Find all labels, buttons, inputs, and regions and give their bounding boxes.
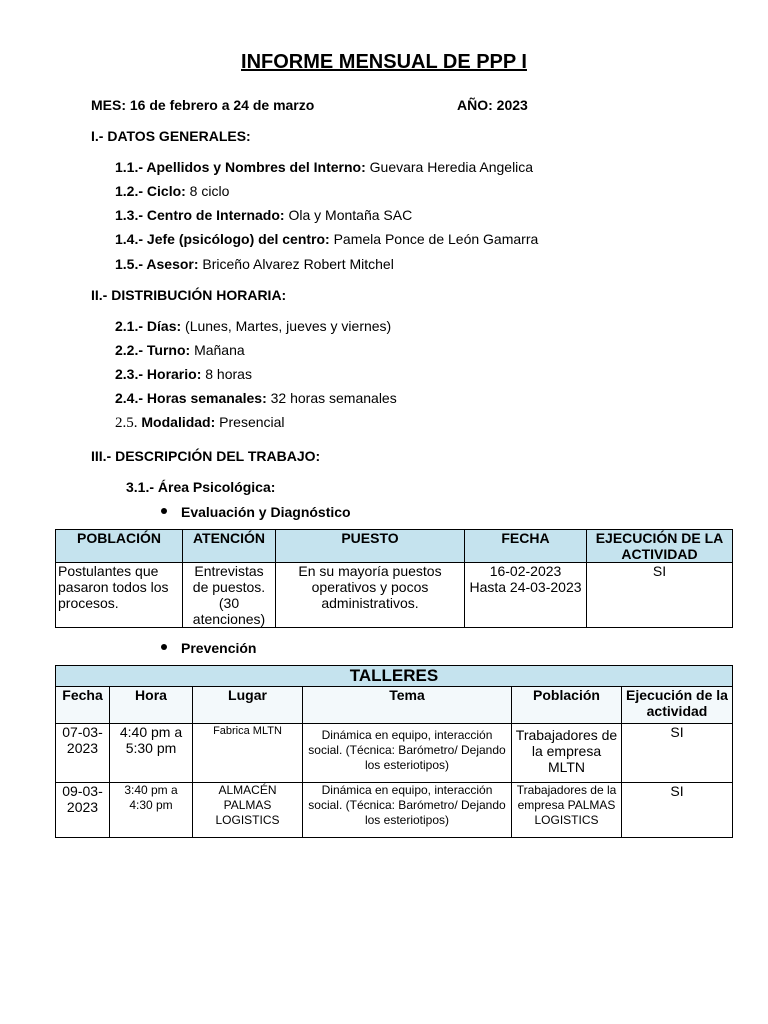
cell-hora: 4:40 pm a 5:30 pm	[110, 724, 193, 783]
cell-ejecucion: SI	[587, 563, 733, 628]
col-puesto: PUESTO	[276, 530, 465, 563]
bullet-prevencion: Prevención	[161, 640, 256, 656]
col-tema: Tema	[303, 687, 512, 724]
table-header-row	[56, 530, 733, 563]
talleres-title: TALLERES	[56, 666, 733, 687]
cell-fecha: 09-03-2023	[56, 783, 110, 838]
mes-value: 16 de febrero a 24 de marzo	[129, 97, 315, 113]
mes-line	[91, 97, 314, 113]
cell-hora: 3:40 pm a 4:30 pm	[110, 783, 193, 838]
cell-tema: Dinámica en equipo, interacción social. (Técnica: Barómetro/ Dejando los esteriotipos)	[303, 724, 512, 783]
horario-horas-semanales: 2.4.- Horas semanales: 32 horas semanales	[115, 390, 397, 406]
talleres-title-row	[56, 666, 733, 687]
bullet-icon	[161, 508, 167, 514]
table-header-row	[56, 687, 733, 724]
col-poblacion: Población	[512, 687, 622, 724]
table-row	[56, 724, 733, 783]
horario-dias: 2.1.- Días: (Lunes, Martes, jueves y viernes)	[115, 318, 392, 334]
cell-fecha: 07-03-2023	[56, 724, 110, 783]
col-hora: Hora	[110, 687, 193, 724]
talleres-table	[55, 665, 733, 838]
col-fecha: Fecha	[56, 687, 110, 724]
cell-poblacion: Trabajadores de la empresa PALMAS LOGISTICS	[512, 783, 622, 838]
area-psicologica: 3.1.- Área Psicológica:	[126, 479, 276, 495]
cell-atencion: Entrevistas de puestos. (30 atenciones)	[183, 563, 276, 628]
document-title: INFORME MENSUAL DE PPP I	[241, 51, 527, 73]
col-fecha: FECHA	[465, 530, 587, 563]
cell-tema: Dinámica en equipo, interacción social. (Técnica: Barómetro/ Dejando los esteriotipos)	[303, 783, 512, 838]
dato-jefe: 1.4.- Jefe (psicólogo) del centro: Pamela Ponce de León Gamarra	[115, 231, 539, 247]
table-row	[56, 563, 733, 628]
section-datos-generales: I.- DATOS GENERALES:	[91, 128, 251, 144]
mes-label: MES:	[91, 97, 126, 113]
cell-fecha: 16-02-2023 Hasta 24-03-2023	[465, 563, 587, 628]
col-ejecucion: EJECUCIÓN DE LA ACTIVIDAD	[587, 530, 733, 563]
dato-nombre: 1.1.- Apellidos y Nombres del Interno: Guevara Heredia Angelica	[115, 159, 534, 175]
anio-line	[457, 97, 528, 113]
cell-puesto: En su mayoría puestos operativos y pocos administrativos.	[276, 563, 465, 628]
cell-poblacion: Postulantes que pasaron todos los procesos.	[56, 563, 183, 628]
section-descripcion-trabajo: III.- DESCRIPCIÓN DEL TRABAJO:	[91, 448, 321, 464]
anio-value: 2023	[496, 97, 528, 113]
dato-centro: 1.3.- Centro de Internado: Ola y Montaña SAC	[115, 207, 413, 223]
col-lugar: Lugar	[193, 687, 303, 724]
horario-horario: 2.3.- Horario: 8 horas	[115, 366, 252, 382]
col-atencion: ATENCIÓN	[183, 530, 276, 563]
cell-ejecucion: SI	[622, 783, 733, 838]
cell-poblacion: Trabajadores de la empresa MLTN	[512, 724, 622, 783]
cell-lugar: Fabrica MLTN	[193, 724, 303, 783]
dato-ciclo: 1.2.- Ciclo: 8 ciclo	[115, 183, 230, 199]
horario-modalidad: 2.5. Modalidad: Presencial	[115, 414, 285, 431]
dato-asesor: 1.5.- Asesor: Briceño Alvarez Robert Mitchel	[115, 256, 394, 272]
section-distribucion-horaria: II.- DISTRIBUCIÓN HORARIA:	[91, 287, 287, 303]
cell-lugar: ALMACÉN PALMAS LOGISTICS	[193, 783, 303, 838]
col-ejecucion: Ejecución de la actividad	[622, 687, 733, 724]
evaluacion-table	[55, 529, 733, 628]
bullet-evaluacion: Evaluación y Diagnóstico	[161, 504, 351, 520]
col-poblacion: POBLACIÓN	[56, 530, 183, 563]
cell-ejecucion: SI	[622, 724, 733, 783]
bullet-icon	[161, 644, 167, 650]
anio-label: AÑO:	[457, 97, 493, 113]
table-row	[56, 783, 733, 838]
horario-turno: 2.2.- Turno: Mañana	[115, 342, 245, 358]
